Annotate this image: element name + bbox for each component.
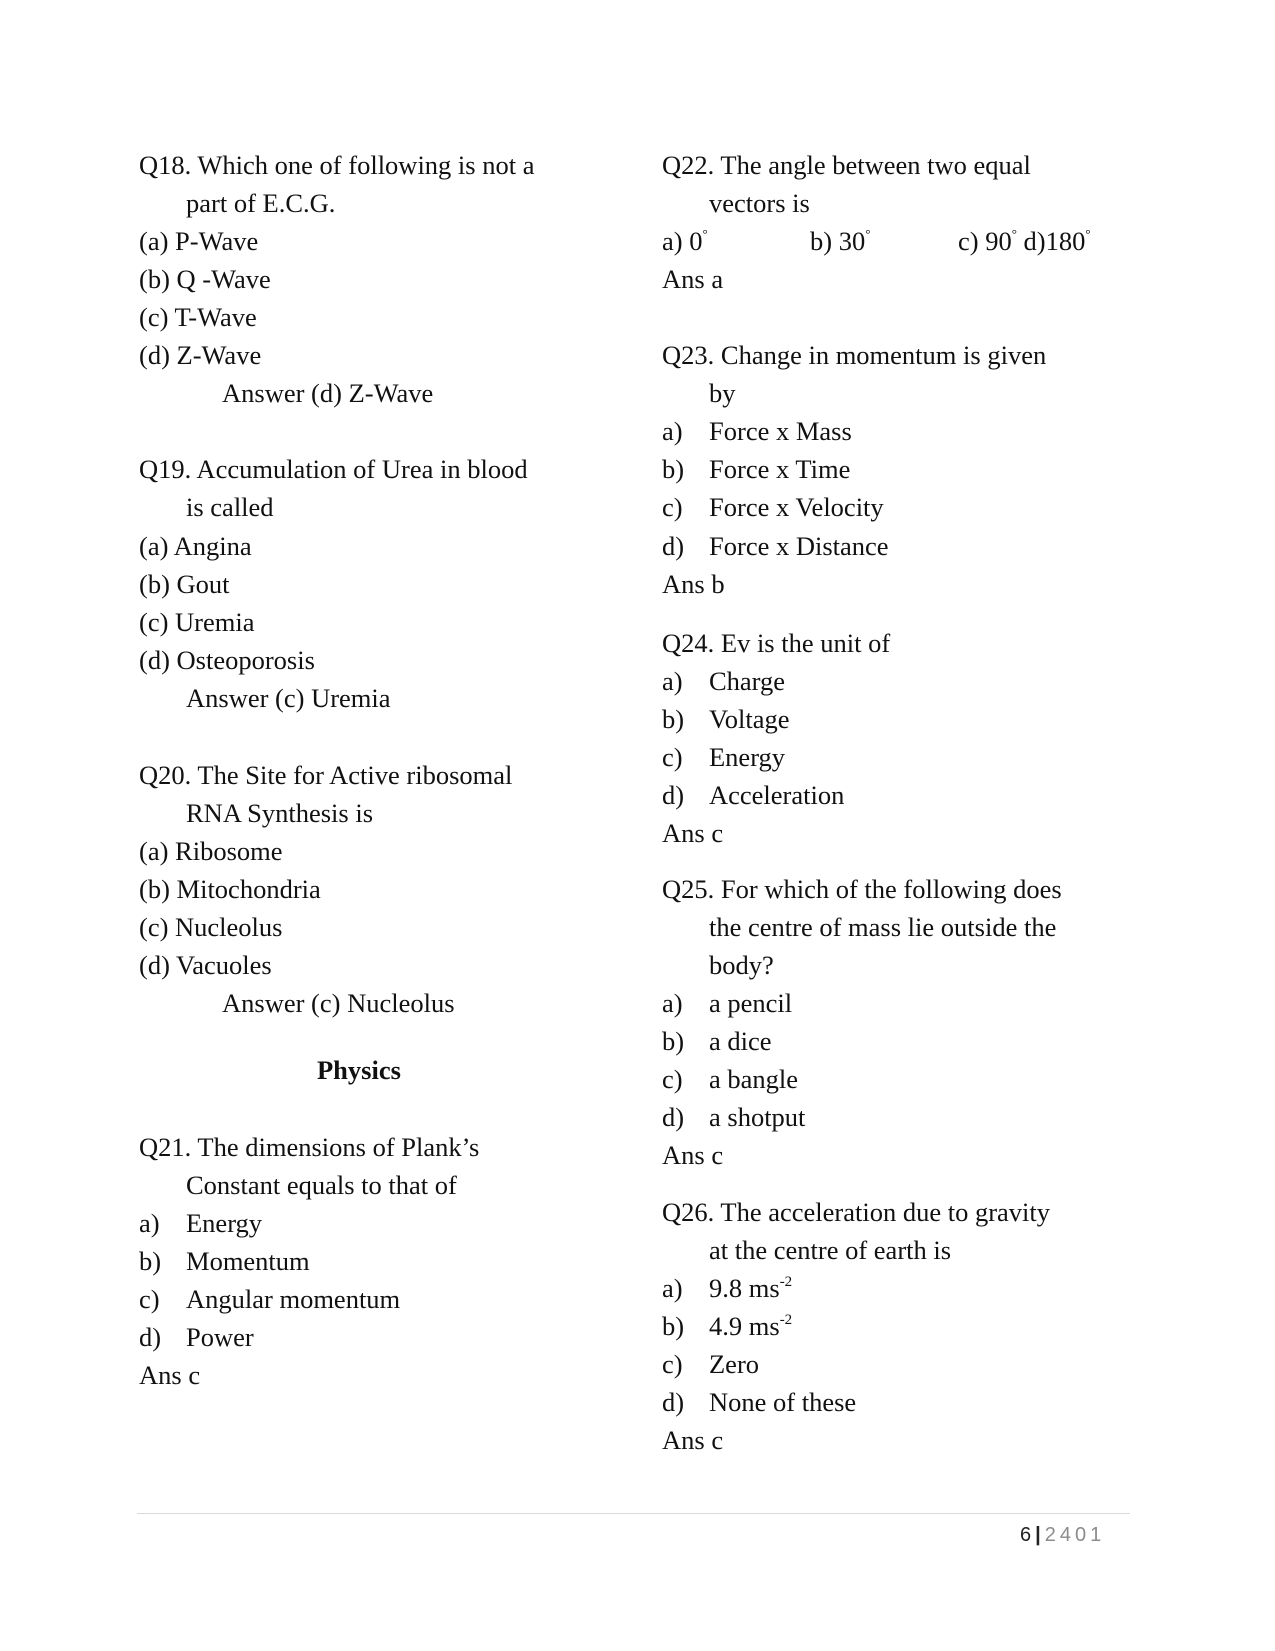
q24-label-a: a) <box>662 666 683 696</box>
degree-symbol: ° <box>1085 226 1091 241</box>
document-code: 2401 <box>1044 1524 1106 1546</box>
q18-answer: Answer (d) Z-Wave <box>222 378 434 408</box>
q25-question-line3: body? <box>709 950 774 980</box>
q19-question-line2: is called <box>186 492 274 522</box>
q23-answer: Ans b <box>662 569 725 599</box>
q26-label-b: b) <box>662 1311 685 1341</box>
section-heading-physics: Physics <box>317 1055 401 1085</box>
page-footer <box>1020 1523 1105 1547</box>
q22-answer: Ans a <box>662 264 724 294</box>
q19-option-b: (b) Gout <box>139 569 230 599</box>
q26-label-c: c) <box>662 1349 683 1379</box>
degree-symbol: ° <box>1011 226 1017 241</box>
q22-question-line1: Q22. The angle between two equal <box>662 150 1031 180</box>
q19-option-a: (a) Angina <box>139 531 252 561</box>
q26-option-d: None of these <box>709 1387 857 1417</box>
q24-label-b: b) <box>662 704 685 734</box>
degree-symbol: ° <box>865 226 871 241</box>
q19-question-line1: Q19. Accumulation of Urea in blood <box>139 454 528 484</box>
q24-option-c: Energy <box>709 742 786 772</box>
q21-option-c: Angular momentum <box>186 1284 401 1314</box>
q20-option-c: (c) Nucleolus <box>139 912 283 942</box>
q25-label-a: a) <box>662 988 683 1018</box>
q25-option-c: a bangle <box>709 1064 799 1094</box>
q23-question-line1: Q23. Change in momentum is given <box>662 340 1047 370</box>
q23-option-d: Force x Distance <box>709 531 889 561</box>
q24-label-d: d) <box>662 780 685 810</box>
q26-option-c: Zero <box>709 1349 760 1379</box>
exponent: -2 <box>779 1312 793 1328</box>
q24-label-c: c) <box>662 742 683 772</box>
q18-question-line2: part of E.C.G. <box>186 188 336 218</box>
q18-option-d: (d) Z-Wave <box>139 340 262 370</box>
q25-option-a: a pencil <box>709 988 793 1018</box>
exponent: -2 <box>779 1274 793 1290</box>
q22-option-a: a) 0° <box>662 226 708 256</box>
q23-label-c: c) <box>662 492 683 522</box>
q23-label-b: b) <box>662 454 685 484</box>
q21-question-line1: Q21. The dimensions of Plank’s <box>139 1132 480 1162</box>
q24-option-a: Charge <box>709 666 786 696</box>
q24-option-d: Acceleration <box>709 780 845 810</box>
q20-option-a: (a) Ribosome <box>139 836 283 866</box>
degree-symbol: ° <box>702 226 708 241</box>
page-number: 6 <box>1020 1524 1032 1546</box>
q21-label-c: c) <box>139 1284 160 1314</box>
q26-label-a: a) <box>662 1273 683 1303</box>
q18-question-line1: Q18. Which one of following is not a <box>139 150 535 180</box>
q22-option-b: b) 30° <box>810 226 871 256</box>
q18-option-b: (b) Q -Wave <box>139 264 271 294</box>
q23-option-b: Force x Time <box>709 454 851 484</box>
q25-option-b: a dice <box>709 1026 772 1056</box>
q26-option-b: 4.9 $ms^{-2}$ <box>709 1311 793 1341</box>
footer-separator: | <box>1035 1524 1041 1546</box>
q21-option-a: Energy <box>186 1208 263 1238</box>
q20-question-line2: RNA Synthesis is <box>186 798 374 828</box>
q18-option-a: (a) P-Wave <box>139 226 259 256</box>
q21-question-line2: Constant equals to that of <box>186 1170 457 1200</box>
q21-label-d: d) <box>139 1322 162 1352</box>
q19-option-c: (c) Uremia <box>139 607 255 637</box>
q26-question-line1: Q26. The acceleration due to gravity <box>662 1197 1051 1227</box>
q20-question-line1: Q20. The Site for Active ribosomal <box>139 760 513 790</box>
q26-question-line2: at the centre of earth is <box>709 1235 952 1265</box>
q20-answer: Answer (c) Nucleolus <box>222 988 455 1018</box>
q21-label-b: b) <box>139 1246 162 1276</box>
q18-option-c: (c) T-Wave <box>139 302 257 332</box>
q21-option-b: Momentum <box>186 1246 310 1276</box>
q25-question-line1: Q25. For which of the following does <box>662 874 1062 904</box>
q23-label-a: a) <box>662 416 683 446</box>
q23-option-c: Force x Velocity <box>709 492 884 522</box>
q21-label-a: a) <box>139 1208 160 1238</box>
q25-answer: Ans c <box>662 1140 724 1170</box>
q23-option-a: Force x Mass <box>709 416 852 446</box>
footer-divider <box>137 1513 1130 1514</box>
q21-option-d: Power <box>186 1322 254 1352</box>
q22-option-c-d: c) 90° d)180° <box>958 226 1091 256</box>
q25-label-b: b) <box>662 1026 685 1056</box>
q26-answer: Ans c <box>662 1425 724 1455</box>
q24-option-b: Voltage <box>709 704 790 734</box>
q20-option-b: (b) Mitochondria <box>139 874 321 904</box>
q21-answer: Ans c <box>139 1360 201 1390</box>
q25-label-d: d) <box>662 1102 685 1132</box>
q19-answer: Answer (c) Uremia <box>186 683 391 713</box>
q24-question-line1: Q24. Ev is the unit of <box>662 628 891 658</box>
q25-option-d: a shotput <box>709 1102 806 1132</box>
q23-label-d: d) <box>662 531 685 561</box>
q26-option-a: 9.8 $ms^{-2}$ <box>709 1273 793 1303</box>
q20-option-d: (d) Vacuoles <box>139 950 272 980</box>
q25-question-line2: the centre of mass lie outside the <box>709 912 1057 942</box>
q23-question-line2: by <box>709 378 736 408</box>
q25-label-c: c) <box>662 1064 683 1094</box>
q26-label-d: d) <box>662 1387 685 1417</box>
q19-option-d: (d) Osteoporosis <box>139 645 315 675</box>
q22-question-line2: vectors is <box>709 188 810 218</box>
q24-answer: Ans c <box>662 818 724 848</box>
